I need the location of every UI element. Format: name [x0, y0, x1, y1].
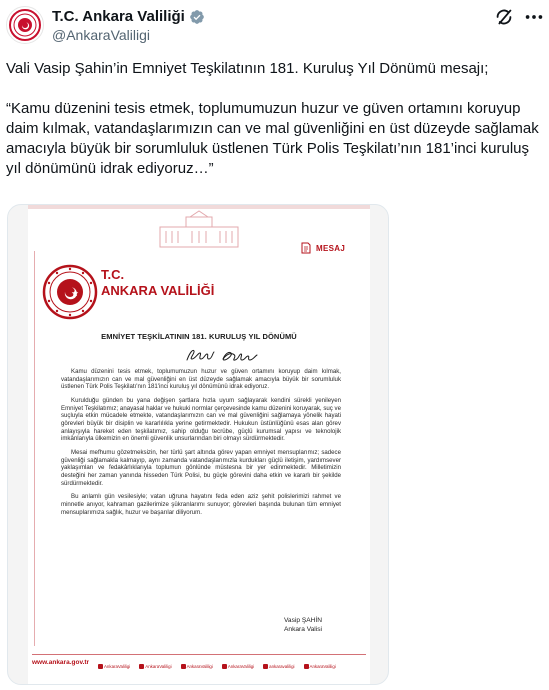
avatar[interactable]: [6, 6, 44, 44]
letter-paragraph: Kurulduğu günden bu yana değişen şartlara hızla uyum sağlayarak kendini sürekli yenileyen Emniyet Teşkilatımız; anayasal haklar ve hukuki normlar çerçevesinde kamu düzenini koruyarak, suç ve suçluyla etkin mücadele etmekte, vatandaşlarımızın can ve mal güvenliğini sağlamaya yönelik hayati görevleri büyük bir disiplin ve kararlılıkla yerine getirmektedir. Hukukun üstünlüğünü esas alan görev anlayışıyla hareket eden teşkilatımız, sahip olduğu tecrübe, güçlü kurumsal yapısı ve teknolojik imkânlarıyla ülkemizin en önemli güvenlik unsurlarından biri olmayı sürdürmektedir.: [61, 397, 341, 443]
facebook-icon: [139, 664, 144, 669]
org-tc: T.C.: [101, 267, 125, 282]
government-building-icon: [156, 209, 242, 249]
tweet-quote: “Kamu düzenini tesis etmek, toplumumuzun huzur ve güven ortamını koruyup daim kılmak, vatandaşlarımızın can ve mal güvenliğini en üst düzeyde sağlamak amacıyla büyük bir sorumluluk üstlenen Türk Polis Teşkilatı’nın 181’inci kuruluş yıl dönümünü idrak ediyoruz…”: [6, 100, 543, 177]
nsosyal-icon: [181, 664, 186, 669]
social-nsosyal: AnkaraValiligi: [181, 664, 213, 669]
grok-icon[interactable]: [493, 6, 515, 28]
letter-paragraph: Bu anlamlı gün vesilesiyle; vatan uğruna hayatını feda eden aziz şehit polislerimizi rahmet ve minnetle anıyor, kahraman gazilerimize şükranlarımı sunuyor; görevleri başında bulunan tüm emniyet mensuplarımıza sağlık, huzur ve başarılar diliyorum.: [61, 493, 341, 516]
letter-title: EMNİYET TEŞKİLATININ 181. KURULUŞ YIL DÖNÜMÜ: [101, 332, 297, 341]
footer-socials: [98, 664, 336, 669]
footer-website: www.ankara.gov.tr: [32, 659, 90, 666]
signer-title: Ankara Valisi: [284, 626, 322, 633]
document-icon: [300, 242, 312, 254]
letter-document: [28, 205, 370, 685]
mesaj-label: MESAJ: [316, 243, 346, 253]
social-next: ankaravaliligi: [263, 664, 294, 669]
x-icon: [304, 664, 309, 669]
valilik-seal-icon: [42, 264, 98, 320]
tweet-header: [0, 0, 549, 50]
letter-paragraph: Kamu düzenini tesis etmek, toplumumuzun huzur ve güven ortamını koruyup daim kılmak, vatandaşlarımızın can ve mal güvenliğini en üst düzeyde sağlamak amacıyla büyük bir sorumluluk üstlenen Türk Polis Teşkilatı'nın 181'inci kuruluş yıl dönümünü idrak ediyoruz.: [61, 368, 341, 391]
letter-body: [61, 368, 341, 523]
more-options-icon[interactable]: [523, 6, 545, 28]
signer-block: [284, 616, 354, 634]
document-margin-rule: [34, 251, 35, 646]
valilik-seal-icon: [8, 8, 42, 42]
tweet-media-image[interactable]: [7, 204, 389, 685]
mesaj-tag: [300, 242, 345, 254]
account-handle[interactable]: @AnkaraValiligi: [52, 27, 150, 43]
org-name: ANKARA VALİLİĞİ: [101, 283, 215, 298]
document-footer: [28, 650, 370, 685]
social-x: AnkaraValiligi: [304, 664, 336, 669]
greeting-script: [183, 345, 273, 365]
tweet-intro-line: Vali Vasip Şahin’in Emniyet Teşkilatının 181. Kuruluş Yıl Dönümü mesajı;: [6, 60, 489, 77]
youtube-icon: [98, 664, 103, 669]
signer-name: Vasip ŞAHİN: [284, 617, 322, 624]
display-name[interactable]: T.C. Ankara Valiliği: [52, 8, 185, 25]
social-instagram: AnkaraValiligi: [222, 664, 254, 669]
instagram-icon: [222, 664, 227, 669]
next-icon: [263, 664, 268, 669]
social-facebook: AnkaraValiligi: [139, 664, 171, 669]
letter-paragraph: Mesai mefhumu gözetmeksizin, her türlü şart altında görev yapan emniyet mensuplarımız; sadece güvenliği sağlamakla kalmayıp, aynı zamanda vatandaşlarımızla kurdukları güçlü iletişim, yardımsever yaklaşımları ve fedakârlıklarıyla toplumun gönlünde müstesna bir yer edinmektedir. Milletimizin desteğini her zaman yanında hisseden Türk Polisi, bu güçle görevini daha etkin ve kararlı bir şekilde sürdürmektedir.: [61, 449, 341, 487]
verified-badge-icon: [189, 9, 205, 25]
tweet-text: [6, 59, 544, 179]
footer-divider: [32, 654, 366, 655]
social-youtube: AnkaraValiligi: [98, 664, 130, 669]
